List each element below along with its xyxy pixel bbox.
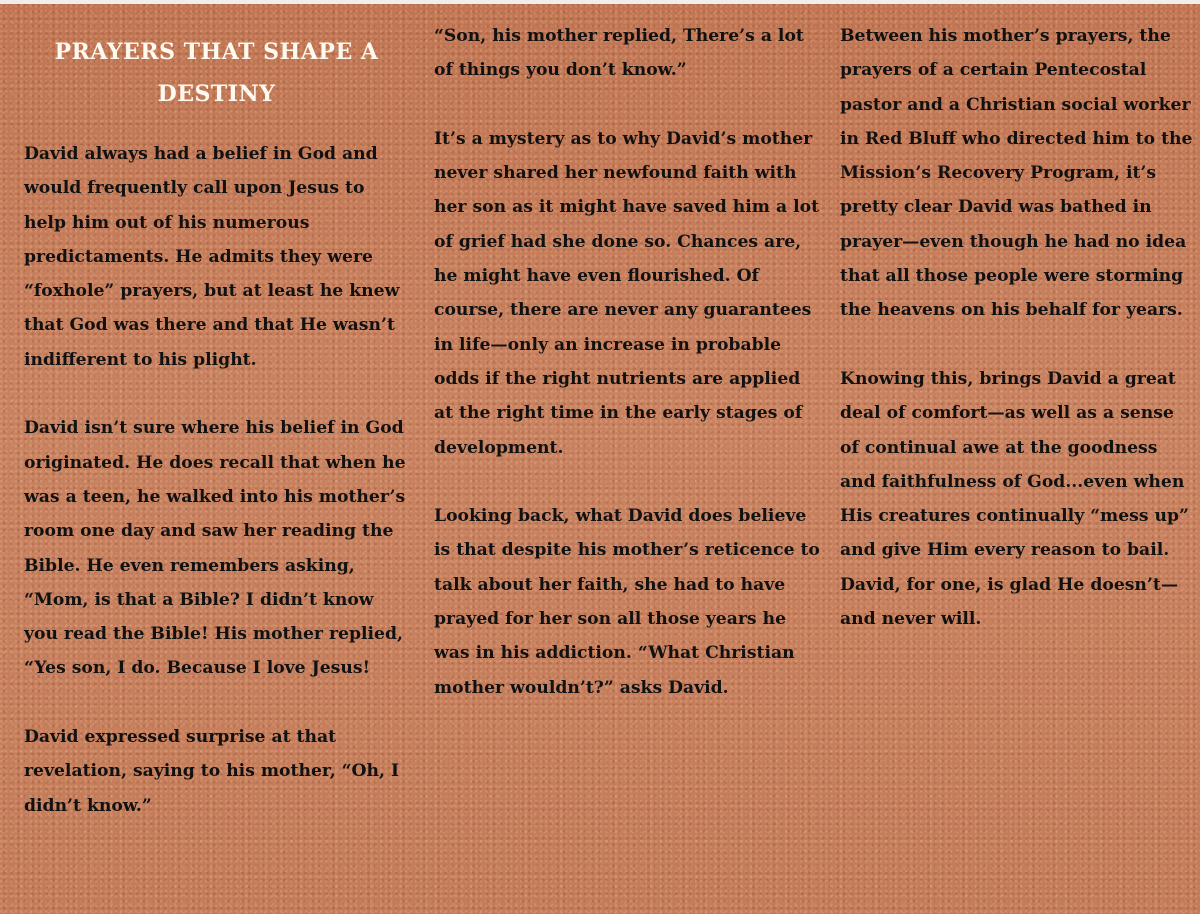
article-column-1: [24, 0, 409, 823]
paragraph: David expressed surprise at that revelation, saying to his mother, “Oh, I didn’t know.”: [24, 727, 400, 816]
article-column-2: [434, 0, 824, 705]
paragraph: Knowing this, brings David a great deal of comfort—as well as a sense of continual awe at the goodness and faithfulness of God...even when His creatures continually “mess up” and give Him every reason to bail. David, for one, is glad He doesn’t—and never will.: [840, 368, 1189, 630]
paragraph: David always had a belief in God and would frequently call upon Jesus to help him out of his numerous predictaments. He admits they were “foxhole” prayers, but at least he knew that God was there and that He wasn’t indifferent to his plight.: [24, 144, 400, 370]
paragraph: “Son, his mother replied, There’s a lot of things you don’t know.”: [434, 26, 804, 81]
article-column-3: [840, 0, 1196, 636]
paragraph: David isn’t sure where his belief in God originated. He does recall that when he was a teen, he walked into his mother’s room one day and saw her reading the Bible. He even remembers asking, “Mom, is that a Bible? I didn’t know you read the Bible! His mother replied, “Yes son, I do. Because I love Jesus!: [24, 418, 406, 679]
paragraph: Looking back, what David does believe is that despite his mother’s reticence to talk about her faith, she had to have prayed for her son all those years he was in his addiction. “What Christian mother wouldn’t?” asks David.: [434, 506, 820, 698]
paragraph: Between his mother’s prayers, the prayers of a certain Pentecostal pastor and a Christian social worker in Red Bluff who directed him to the Mission’s Recovery Program, it’s pretty clear David was bathed in prayer—even though he had no idea that all those people were storming the heavens on his behalf for years.: [840, 26, 1193, 321]
paragraph: It’s a mystery as to why David’s mother never shared her newfound faith with her son as it might have saved him a lot of grief had she done so. Chances are, he might have even flourished. Of course, there are never any guarantees in life—only an increase in probable odds if the right nutrients are applied at the right time in the early stages of development.: [434, 128, 820, 458]
article-title: PRAYERS THAT SHAPE A DESTINY: [54, 39, 379, 107]
